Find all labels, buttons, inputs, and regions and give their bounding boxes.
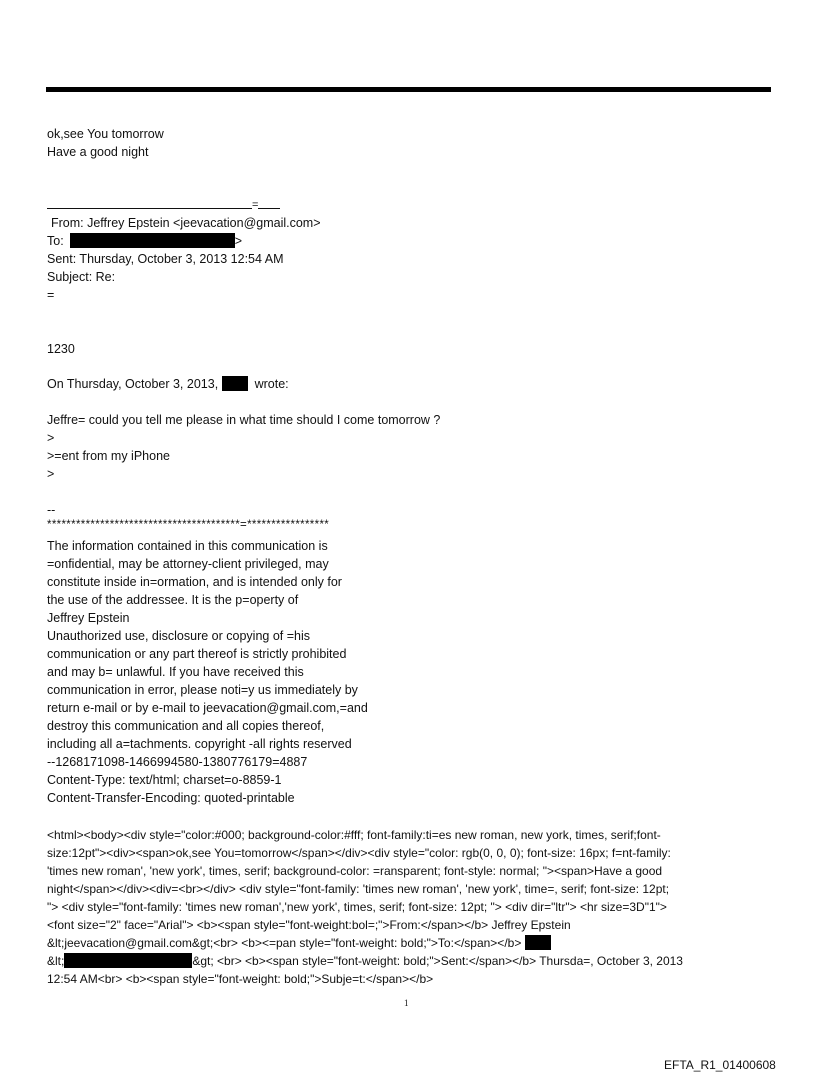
disclaimer-line: destroy this communication and all copies thereof, <box>47 719 325 733</box>
redaction-box <box>525 935 551 950</box>
html-source-line: <font size="2" face="Arial"> <b><span style="font-weight:bol=;">From:</span></b> Jeffrey Epstein <box>47 918 571 932</box>
quoted-line-3: >=ent from my iPhone <box>47 449 170 463</box>
quoted-line-4: > <box>47 467 55 481</box>
html-source-line <box>47 934 551 952</box>
document-id: EFTA_R1_01400608 <box>664 1058 776 1072</box>
reply-line-1: ok,see You tomorrow <box>47 127 164 141</box>
disclaimer-line: Jeffrey Epstein <box>47 611 130 625</box>
header-from: From: Jeffrey Epstein <jeevacation@gmail.com> <box>51 216 321 230</box>
disclaimer-line: the use of the addressee. It is the p=operty of <box>47 593 299 607</box>
disclaimer-line: communication or any part thereof is strictly prohibited <box>47 647 347 661</box>
reply-line-2: Have a good night <box>47 145 149 159</box>
separator-tail: = <box>252 199 259 211</box>
redaction-box <box>64 953 192 968</box>
header-eq: = <box>47 288 55 302</box>
disclaimer-line: return e-mail or by e-mail to jeevacation@gmail.com,=and <box>47 701 368 715</box>
redaction-box <box>222 376 248 391</box>
html-source-line: size:12pt"><div><span>ok,see You=tomorrow</span></div><div style="color: rgb(0, 0, 0); font-size: 16px; f=nt-family: <box>47 846 671 860</box>
html-source-line <box>47 952 683 970</box>
html-source-line: "> <div style="font-family: 'times new roman','new york', times, serif; font-size: 12pt; "> <div dir="ltr"> <hr size=3D"1"> <box>47 900 667 914</box>
html-source-line: 'times new roman', 'new york', times, serif; background-color: =ransparent; font-style: normal; "><span>Have a good <box>47 864 663 878</box>
quote-intro-suffix: wrote: <box>254 377 289 391</box>
header-to <box>47 232 242 250</box>
disclaimer-line: and may b= unlawful. If you have received this <box>47 665 304 679</box>
quoted-line-2: > <box>47 431 55 445</box>
stars-line: ****************************************=***************** <box>47 519 330 531</box>
mime-boundary: --1268171098-1466994580-1380776179=4887 <box>47 755 308 769</box>
separator-line <box>47 208 252 209</box>
disclaimer-line: =onfidential, may be attorney-client privileged, may <box>47 557 329 571</box>
header-sent: Sent: Thursday, October 3, 2013 12:54 AM <box>47 252 284 266</box>
header-to-prefix: To: <box>47 234 64 248</box>
html-source-line: 12:54 AM<br> <b><span style="font-weight: bold;">Subje=t:</span></b> <box>47 972 434 986</box>
quoted-line-1: Jeffre= could you tell me please in what time should I come tomorrow ? <box>47 413 441 427</box>
html-source-prefix: &lt; <box>47 954 65 968</box>
top-rule <box>46 87 771 92</box>
html-source-line: night</span></div><div=<br></div> <div style="font-family: 'times new roman', 'new york', time=, serif; font-size: 12pt; <box>47 882 670 896</box>
content-encoding-line: Content-Transfer-Encoding: quoted-printable <box>47 791 295 805</box>
disclaimer-line: The information contained in this communication is <box>47 539 328 553</box>
header-to-suffix: > <box>234 234 242 248</box>
disclaimer-line: including all a=tachments. copyright -all rights reserved <box>47 737 352 751</box>
quote-intro <box>47 375 289 393</box>
content-type-line: Content-Type: text/html; charset=o-8859-1 <box>47 773 282 787</box>
signature-dashes: -- <box>47 503 56 517</box>
body-1230: 1230 <box>47 342 75 356</box>
redaction-box <box>70 233 235 248</box>
disclaimer-line: Unauthorized use, disclosure or copying of =his <box>47 629 310 643</box>
disclaimer-line: constitute inside in=ormation, and is intended only for <box>47 575 342 589</box>
quote-intro-prefix: On Thursday, October 3, 2013, <box>47 377 219 391</box>
html-source-suffix: &gt; <br> <b><span style="font-weight: bold;">Sent:</span></b> Thursda=, October 3, 2013 <box>192 954 683 968</box>
separator-line-2 <box>258 208 280 209</box>
html-source-text: &lt;jeevacation@gmail.com&gt;<br> <b><=pan style="font-weight: bold;">To:</span></b> <box>47 936 522 950</box>
header-subject: Subject: Re: <box>47 270 116 284</box>
disclaimer-line: communication in error, please noti=y us immediately by <box>47 683 358 697</box>
page-number: 1 <box>404 998 409 1008</box>
html-source-line: <html><body><div style="color:#000; background-color:#fff; font-family:ti=es new roman, new york, times, serif;font- <box>47 828 661 842</box>
